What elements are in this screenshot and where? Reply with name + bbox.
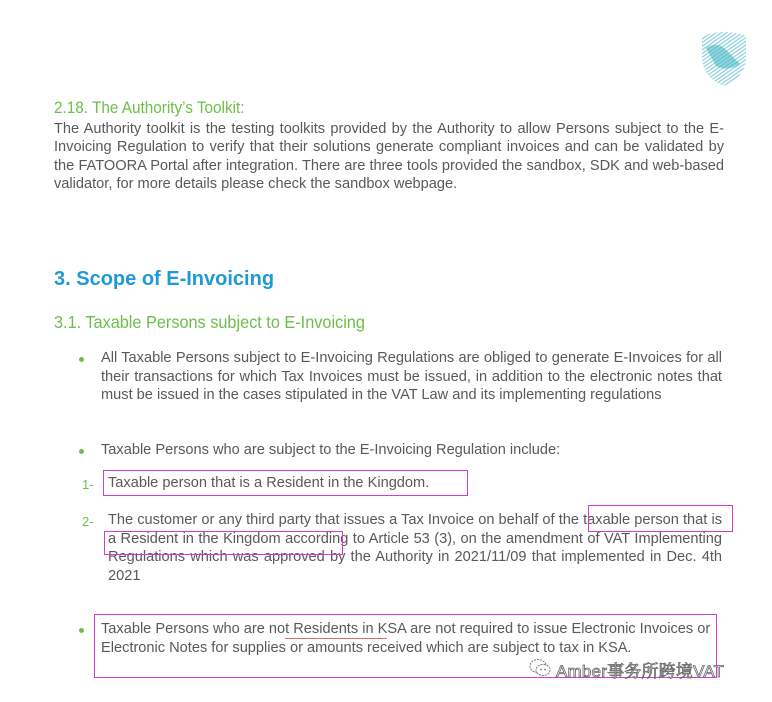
text-segment: in KSA are not required to issue Electronic Invoices or Electronic Notes for supplies or amounts received which are subject to tax in KSA.: [101, 621, 711, 656]
list-number: 2-: [82, 514, 94, 529]
list-number: 1-: [82, 477, 94, 492]
bullet-icon: [79, 628, 84, 633]
wechat-icon: [528, 656, 552, 680]
bullet-icon: [79, 357, 84, 362]
bullet-icon: [79, 449, 84, 454]
text-segment: Taxable Persons who are: [101, 621, 269, 637]
highlighted-text: that is a Resident in the Kingdom: [108, 512, 722, 547]
highlighted-text: the taxable person: [558, 512, 679, 528]
section-2-18-body: The Authority toolkit is the testing toolkits provided by the Authority to allow Persons subject to the E-Invoicing Regulation to verify that their solutions generate compliant invoices and can be validated by the FATOORA Portal after integration. There are three tools provided the sandbox, SDK and web-based validator, for more details please check the sandbox webpage.: [54, 121, 724, 193]
highlight-box: [104, 531, 343, 555]
underlined-text: not Residents: [268, 621, 359, 637]
watermark-text: Amber事务所跨境VAT: [556, 662, 725, 681]
highlight-box: [103, 470, 468, 496]
bullet-item: All Taxable Persons subject to E-Invoicing Regulations are obliged to generate E-Invoices for all their transactions for which Tax Invoices must be issued, in addition to the electronic notes that must be issued in the cases stipulated in the VAT Law and its implementing regulations: [101, 350, 722, 404]
highlight-box: [588, 505, 733, 532]
text-segment: according to Article 53 (3), on the amendment of VAT Implementing Regulations which was approved by the Authority in 2021/11/09 that implemented in Dec. 4th 2021: [108, 530, 722, 584]
numbered-item-text: Taxable person that is a Resident in the Kingdom.: [108, 475, 430, 491]
section-2-18-heading: 2.18. The Authority’s Toolkit:: [54, 98, 245, 117]
section-3-1-subheading: 3.1. Taxable Persons subject to E-Invoicing: [54, 312, 365, 332]
bullet-item: Taxable Persons who are subject to the E-Invoicing Regulation include:: [101, 442, 561, 458]
text-segment: The customer or any third party that issues a Tax Invoice on behalf of: [108, 512, 559, 528]
authority-shield-logo-icon: [698, 30, 750, 88]
section-3-heading: 3. Scope of E-Invoicing: [54, 268, 275, 290]
